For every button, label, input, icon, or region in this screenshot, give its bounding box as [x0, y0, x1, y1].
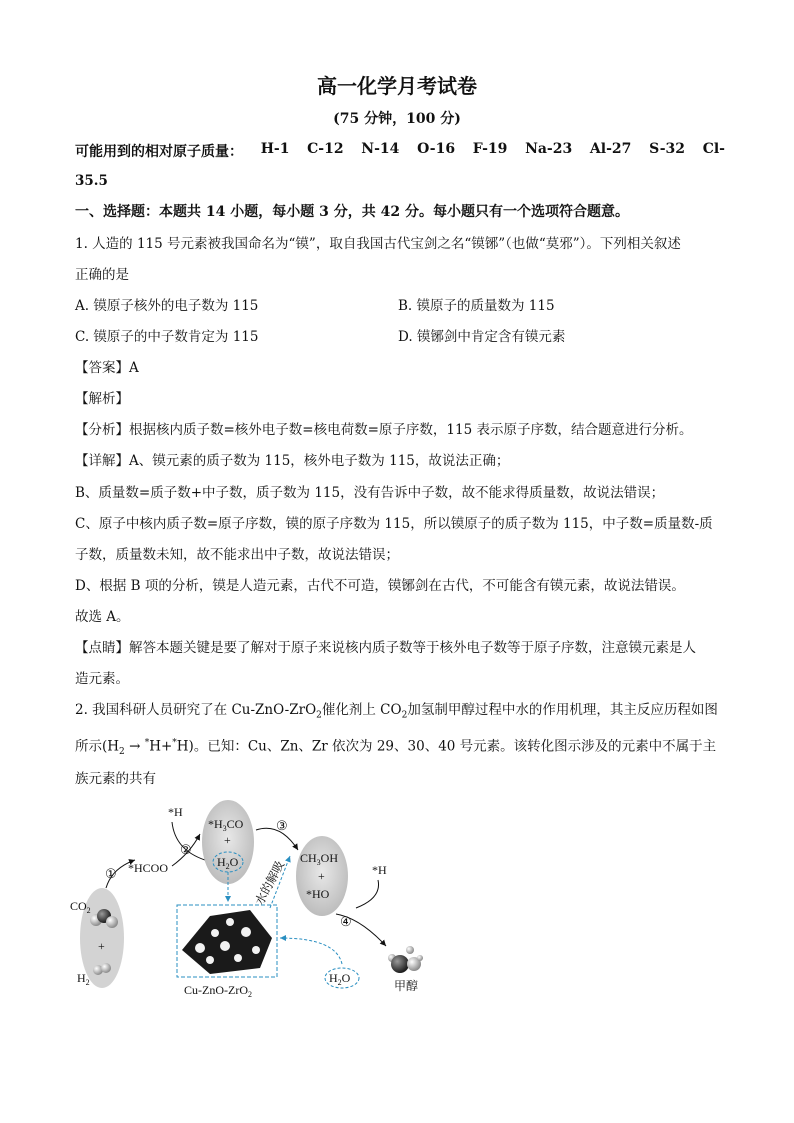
- step2-label: ②: [180, 842, 192, 857]
- atomic-masses-label: 可能用到的相对原子质量：: [75, 144, 243, 160]
- step4-label: ④: [340, 914, 352, 929]
- atomic-mass-s: S-32: [649, 141, 686, 157]
- q1-option-d: D. 镆铘剑中肯定含有镆元素: [398, 329, 566, 345]
- h-input-right: *H: [372, 863, 387, 877]
- q2-star: *: [144, 738, 150, 748]
- q1-option-c: C. 镆原子的中子数肯定为 115: [75, 329, 259, 345]
- atomic-mass-al: Al-27: [589, 141, 632, 157]
- q1-explain-b: B、质量数=质子数+中子数，质子数为 115，没有告诉中子数，故不能求得质量数，故说法错误；: [75, 485, 665, 501]
- page-title: 高一化学月考试卷: [317, 74, 477, 98]
- exam-duration-score: (75 分钟，100 分): [333, 111, 461, 127]
- q2-arrow: →: [124, 738, 145, 755]
- q1-explain-d: D、根据 B 项的分析，镆是人造元素，古代不可造，镆铘剑在古代，不可能含有镆元素，故说法错误。: [75, 578, 685, 594]
- q1-option-b: B. 镆原子的质量数为 115: [398, 298, 555, 314]
- methanol-label: 甲醇: [394, 979, 419, 993]
- q1-option-a: A. 镆原子核外的电子数为 115: [75, 298, 259, 314]
- ch3oh-plus: +: [318, 869, 325, 883]
- q2-stem-line2: [75, 734, 716, 761]
- h3co-plus: +: [224, 833, 231, 847]
- q2-sub: 2: [401, 710, 408, 721]
- q1-analysis-label: 【解析】: [75, 391, 129, 407]
- methanol-molecule-icon: [388, 946, 423, 973]
- h2-label: $H_2$: [77, 971, 90, 987]
- q2-sub: 2: [119, 747, 125, 758]
- atomic-mass-na: Na-23: [525, 141, 573, 157]
- q1-fenxi: 【分析】根据核内质子数=核外电子数=核电荷数=原子序数，115 表示原子序数，结合题意进行分析。: [75, 422, 693, 438]
- co2-label: $CO_2$: [70, 899, 91, 915]
- q1-explain-c1: C、原子中核内质子数=原子序数，镆的原子序数为 115，所以镆原子的质子数为 115，中子数=质量数-质: [75, 516, 713, 532]
- atomic-mass-o: O-16: [417, 141, 456, 157]
- water-desorption-label: 水的解吸: [252, 858, 288, 908]
- atomic-mass-f: F-19: [472, 141, 508, 157]
- q2-stem-part2: 催化剂上 CO: [321, 702, 402, 718]
- reaction-mechanism-diagram: [60, 798, 520, 1008]
- atomic-mass-h: H-1: [260, 141, 290, 157]
- q2-line2-part3: H+: [149, 738, 173, 755]
- h-input-right-arrow: [356, 880, 379, 908]
- hcoo-label: *HCOO: [128, 861, 169, 875]
- h-input-top: *H: [168, 805, 183, 819]
- water-return-arrow: [280, 938, 342, 964]
- catalyst-cluster-icon: [182, 910, 272, 974]
- q2-stem-part3: 加氢制甲醇过程中水的作用机理，其主反应历程如图: [407, 702, 718, 718]
- step3-label: ③: [276, 818, 288, 833]
- ch3oh-label: $CH_3OH$: [300, 851, 339, 867]
- h2o-label-1: $H_2O$: [217, 855, 239, 871]
- q1-stem-line1: 1. 人造的 115 号元素被我国命名为“镆”，取自我国古代宝剑之名“镆铘”（也做“莫邪”）。下列相关叙述: [75, 236, 681, 252]
- ho-label: *HO: [306, 887, 330, 901]
- atomic-mass-c: C-12: [307, 141, 344, 157]
- q1-dianjing-line1: 【点睛】解答本题关键是要了解对于原子来说核内质子数等于核外电子数等于原子序数，注意镆元素是人: [75, 640, 696, 656]
- q1-stem-line2: 正确的是: [75, 267, 129, 283]
- q1-dianjing-line2: 造元素。: [75, 671, 129, 687]
- q2-line2-part4: H)。已知：Cu、Zn、Zr 依次为 29、30、40 号元素。该转化图示涉及的元素中不属于主: [176, 738, 717, 755]
- q1-explain-c2: 子数，质量数未知，故不能求出中子数，故说法错误；: [75, 547, 399, 563]
- atomic-masses-line: [75, 141, 725, 161]
- reactants-plus: +: [98, 939, 105, 953]
- atomic-mass-n: N-14: [361, 141, 400, 157]
- q2-stem-line1: [75, 701, 718, 725]
- q1-choose: 故选 A。: [75, 609, 130, 625]
- section-heading: 一、选择题：本题共 14 小题，每小题 3 分，共 42 分。每小题只有一个选项符合题意。: [75, 204, 629, 220]
- step1-label: ①: [105, 866, 117, 881]
- q2-sub: 2: [316, 710, 322, 721]
- q1-answer: 【答案】A: [75, 360, 139, 376]
- q2-line2-part1: 所示(H: [75, 738, 120, 755]
- atomic-mass-cl-wrap: 35.5: [75, 173, 108, 189]
- h3co-label: $*H_3CO$: [208, 817, 244, 833]
- catalyst-label: Cu-ZnO-ZrO$_2$: [184, 983, 252, 999]
- q1-xiangjie: 【详解】A、镆元素的质子数为 115，核外电子数为 115，故说法正确；: [75, 453, 510, 469]
- q2-star: *: [172, 738, 177, 748]
- h2o-label-2: $H_2O$: [329, 971, 351, 987]
- q2-stem-line3: 族元素的共有: [75, 771, 156, 787]
- q2-stem-part1: 2. 我国科研人员研究了在 Cu-ZnO-ZrO: [75, 702, 317, 718]
- atomic-mass-cl: Cl-: [702, 141, 725, 157]
